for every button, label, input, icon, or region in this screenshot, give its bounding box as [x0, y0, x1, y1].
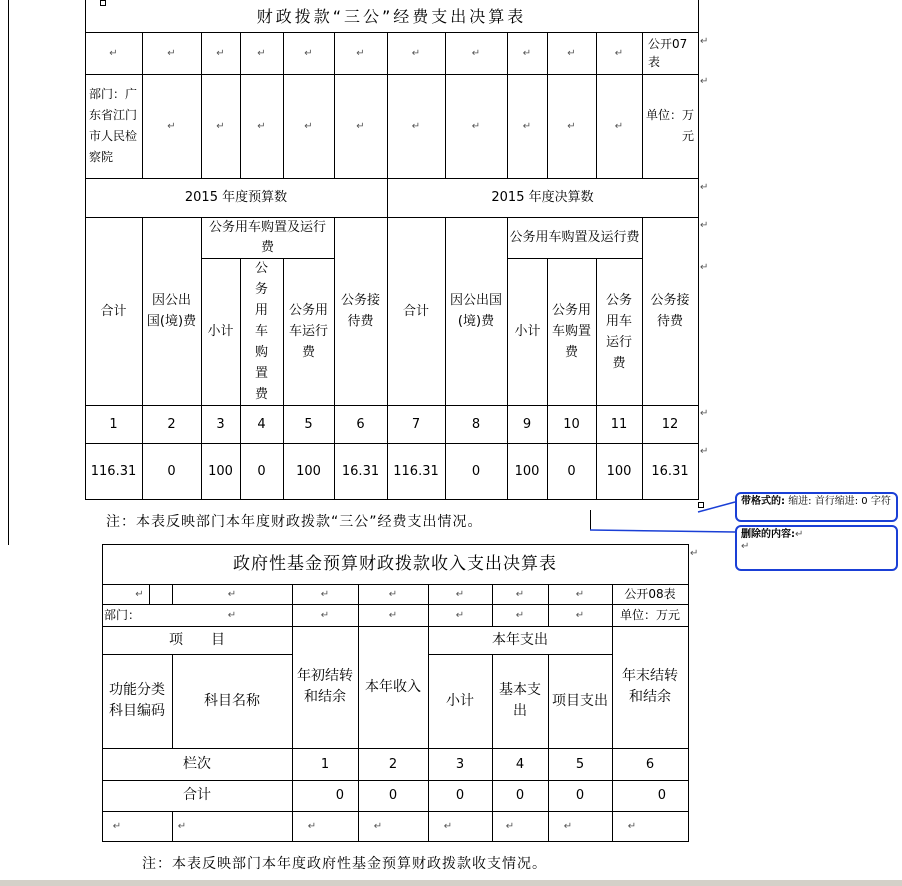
t1-col-total-b: 合计 [402, 303, 429, 319]
t2-total: 0 [335, 788, 344, 803]
t1-num: 12 [661, 416, 679, 432]
table1-code: 公开07表 [648, 37, 688, 69]
t2-total: 0 [455, 788, 465, 803]
t1-value: 0 [167, 463, 176, 479]
t2-index: 4 [515, 756, 525, 772]
t2-index: 3 [455, 756, 465, 772]
t2-basic: 基本支出 [499, 682, 541, 719]
table1-note: 注：本表反映部门本年度财政拨款“三公”经费支出情况。 [106, 514, 483, 530]
t1-value: 116.31 [90, 463, 137, 479]
table1-budget-header: 2015 年度预算数 [184, 190, 288, 205]
t1-value: 116.31 [393, 463, 439, 479]
table1-dept: 部门：广东省江门市人民检察院 [89, 87, 138, 164]
t1-col-subtotal-a: 小计 [207, 324, 234, 339]
t1-num: 3 [216, 416, 225, 432]
t1-value: 100 [514, 463, 540, 479]
t1-value: 0 [257, 463, 266, 479]
table2-code: 公开08表 [624, 586, 676, 601]
t1-num: 2 [167, 416, 176, 432]
t1-value: 16.31 [341, 463, 380, 479]
t2-index: 2 [388, 756, 398, 772]
t1-num: 5 [304, 416, 313, 432]
t1-value: 0 [471, 463, 481, 479]
t1-num: 8 [471, 416, 481, 432]
t1-num: 9 [522, 416, 532, 432]
table1-unit: 单位：万元 [646, 108, 695, 143]
table2-unit: 单位：万元 [619, 607, 680, 622]
t1-num: 7 [411, 416, 421, 432]
t1-num: 1 [109, 416, 118, 432]
t1-num: 6 [356, 416, 365, 432]
t2-row-total-label: 合计 [183, 787, 211, 803]
t1-value: 100 [208, 463, 233, 479]
t2-func-code: 功能分类科目编码 [109, 682, 165, 719]
t1-col-vehicle-group-a: 公务用车购置及运行费 [208, 219, 326, 255]
t2-subtotal: 小计 [446, 692, 474, 709]
table1-title: 财政拨款“三公”经费支出决算表 [256, 6, 527, 26]
t2-index: 6 [645, 756, 655, 772]
t1-value: 100 [296, 463, 321, 479]
deleted-balloon[interactable]: 删除的内容:↵ ↵ [735, 525, 898, 571]
t2-index: 5 [575, 756, 585, 772]
t1-value: 100 [606, 463, 632, 479]
t1-col-operation-b: 公务用车运行费 [605, 292, 632, 371]
table2-note: 注：本表反映部门本年度政府性基金预算财政拨款收支情况。 [142, 856, 547, 872]
t1-value: 0 [567, 463, 576, 479]
t2-end-balance: 年末结转和结余 [622, 668, 678, 705]
t2-total: 0 [657, 788, 666, 803]
format-balloon[interactable] [735, 492, 898, 522]
t2-begin-balance: 年初结转和结余 [297, 668, 353, 705]
table2-title: 政府性基金预算财政拨款收入支出决算表 [233, 553, 557, 574]
t2-item-header: 项 目 [169, 631, 225, 648]
t1-col-reception-a: 公务接待费 [340, 293, 380, 329]
t1-col-purchase-b: 公务用车购置费 [551, 303, 591, 360]
t2-total: 0 [388, 788, 398, 803]
t1-col-subtotal-b: 小计 [514, 324, 541, 339]
t2-total: 0 [515, 788, 525, 803]
format-balloon-text: 缩进: 首行缩进: 0 字符 [788, 496, 891, 507]
t1-col-abroad-b: 因公出国(境)费 [450, 293, 502, 329]
t2-index: 1 [320, 756, 330, 772]
t1-col-abroad-a: 因公出国(境)费 [146, 293, 197, 329]
t1-col-operation-a: 公务用车运行费 [288, 303, 328, 360]
t2-expense-group: 本年支出 [492, 631, 548, 648]
t2-subject-name: 科目名称 [204, 692, 260, 709]
format-balloon-title: 带格式的: [741, 496, 785, 507]
t1-col-purchase-a: 公务用车购置费 [254, 261, 268, 402]
t2-project: 项目支出 [552, 692, 608, 709]
table1-final-header: 2015 年度决算数 [491, 190, 594, 205]
t2-row-index-label: 栏次 [183, 755, 211, 772]
t2-income: 本年收入 [365, 678, 421, 695]
t1-num: 11 [610, 416, 628, 432]
t1-num: 4 [257, 416, 266, 432]
deleted-balloon-title: 删除的内容: [741, 529, 795, 540]
table2-dept: 部门： [104, 607, 141, 622]
t1-col-total-a: 合计 [100, 303, 127, 319]
t1-col-reception-b: 公务接待费 [650, 293, 690, 329]
t1-col-vehicle-group-b: 公务用车购置及运行费 [509, 229, 640, 245]
t2-total: 0 [575, 788, 585, 803]
t1-value: 16.31 [651, 463, 689, 479]
t1-num: 10 [563, 416, 580, 432]
